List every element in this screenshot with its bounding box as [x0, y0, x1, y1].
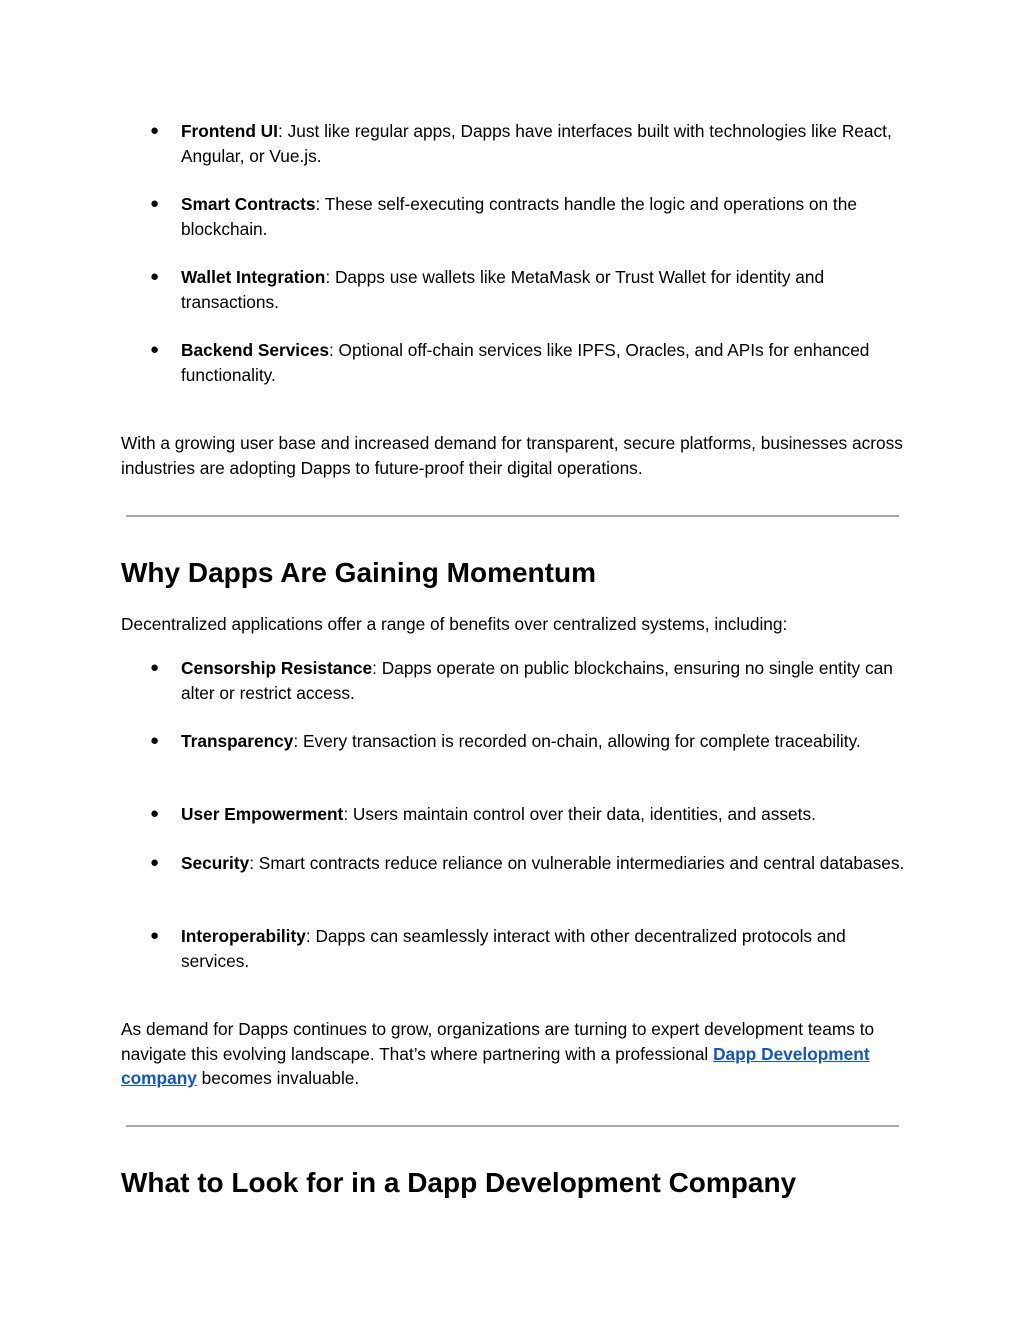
item-term: Wallet Integration: [181, 267, 326, 287]
item-desc: : Dapps can seamlessly interact with other decentralized protocols and services.: [181, 926, 846, 971]
item-term: Censorship Resistance: [181, 658, 373, 678]
item-term: Smart Contracts: [181, 194, 316, 214]
horizontal-divider: [126, 1125, 899, 1127]
cta-paragraph: [121, 1017, 906, 1091]
item-desc: : Dapps use wallets like MetaMask or Trust Wallet for identity and transactions.: [181, 267, 825, 312]
dapp-development-company-link[interactable]: Dapp Development company: [121, 1043, 870, 1088]
intro-paragraph: Decentralized applications offer a range of benefits over centralized systems, including:: [121, 614, 788, 634]
summary-paragraph: With a growing user base and increased demand for transparent, secure platforms, businesses across industries are adopting Dapps to future-proof their digital operations.: [121, 433, 903, 478]
section-heading: What to Look for in a Dapp Development Company: [121, 1167, 797, 1198]
bullet-icon: ●: [150, 732, 160, 749]
bullet-icon: ●: [150, 341, 160, 358]
item-desc: : These self-executing contracts handle the logic and operations on the blockchain.: [181, 194, 857, 239]
item-term: Interoperability: [181, 926, 306, 946]
item-desc: : Dapps operate on public blockchains, ensuring no single entity can alter or restrict access.: [181, 658, 893, 703]
cta-text-after: becomes invaluable.: [196, 1068, 360, 1088]
section-heading: Why Dapps Are Gaining Momentum: [121, 557, 596, 588]
bullet-icon: ●: [150, 927, 160, 944]
horizontal-divider: [126, 515, 899, 517]
item-term: Backend Services: [181, 340, 329, 360]
item-desc: : Optional off-chain services like IPFS, Oracles, and APIs for enhanced functionality.: [181, 340, 870, 385]
bullet-icon: ●: [150, 659, 160, 676]
item-desc: : Just like regular apps, Dapps have interfaces built with technologies like React, Angular, or Vue.js.: [181, 121, 892, 166]
bullet-icon: ●: [150, 268, 160, 285]
item-term: Frontend UI: [181, 121, 278, 141]
item-desc: : Every transaction is recorded on-chain, allowing for complete traceability.: [293, 731, 861, 751]
item-desc: : Users maintain control over their data, identities, and assets.: [343, 804, 816, 824]
item-term: User Empowerment: [181, 804, 344, 824]
item-term: Transparency: [181, 731, 294, 751]
bullet-icon: ●: [150, 195, 160, 212]
item-term: Security: [181, 853, 250, 873]
bullet-icon: ●: [150, 854, 160, 871]
bullet-icon: ●: [150, 805, 160, 822]
bullet-icon: ●: [150, 122, 160, 139]
cta-text-before: As demand for Dapps continues to grow, organizations are turning to expert development teams to navigate this evolving landscape. That’s where partnering with a professional: [121, 1019, 875, 1064]
item-desc: : Smart contracts reduce reliance on vulnerable intermediaries and central databases.: [249, 853, 905, 873]
